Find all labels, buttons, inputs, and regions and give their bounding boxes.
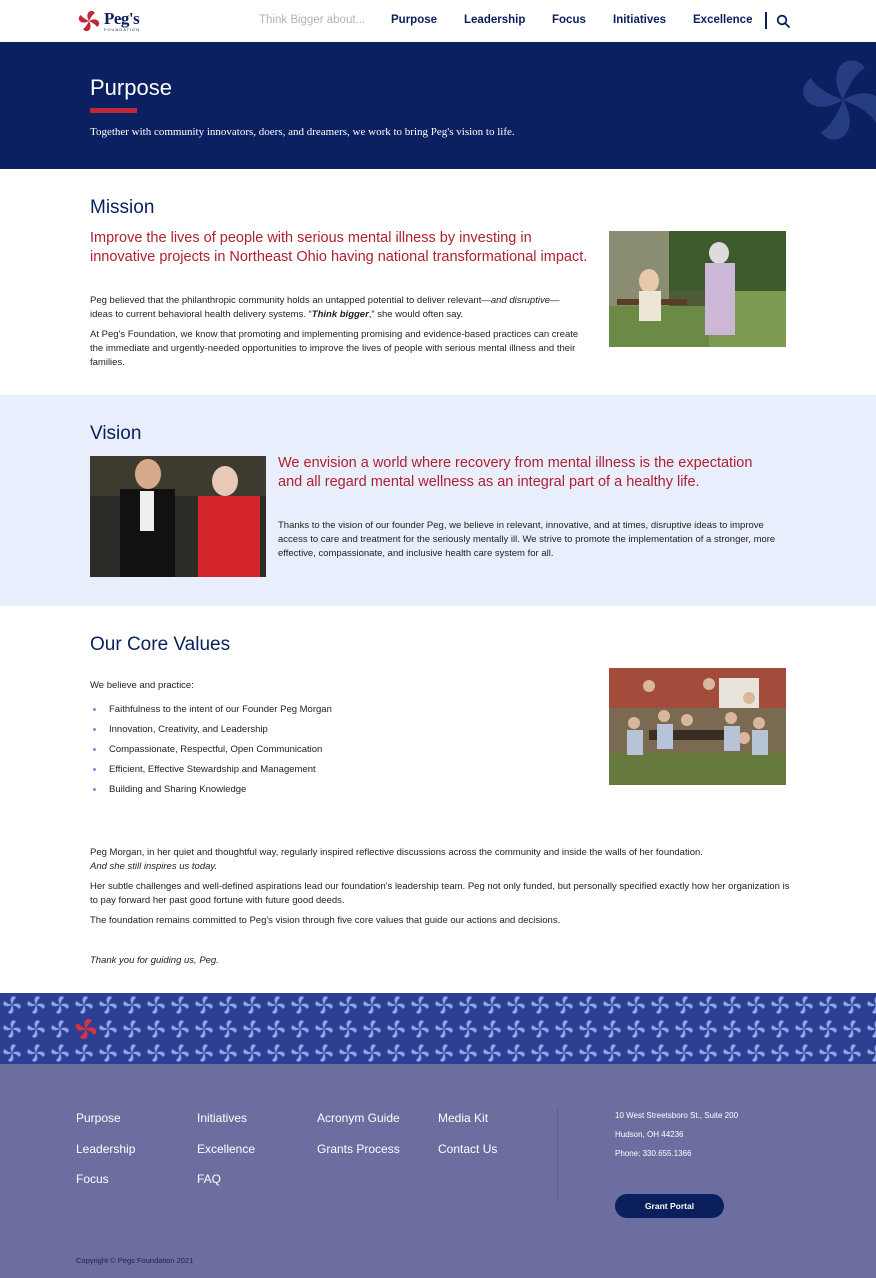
vision-lead: We envision a world where recovery from mental illness is the expectation and all regard mental wellness as an integral part of a healthy life. (278, 455, 753, 490)
nav-divider (765, 12, 767, 29)
logo-word: Peg's (104, 9, 140, 28)
footer-address-line-2: Hudson, OH 44236 (615, 1130, 684, 1139)
pinwheel-logo-icon (76, 8, 102, 34)
closing-line: Thank you for guiding us, Peg. (90, 955, 219, 966)
grant-portal-button[interactable]: Grant Portal (615, 1194, 724, 1218)
search-placeholder[interactable]: Think Bigger about... (259, 14, 366, 26)
mission-paragraph-1: Peg believed that the philanthropic community holds an untapped potential to deliver relevant—and disruptive—ideas to current behavioral health delivery systems. “Think bigger,” she would often say. (90, 295, 560, 320)
core-values-photo (609, 668, 786, 785)
nav-leadership[interactable]: Leadership (464, 14, 526, 26)
footer-link-grants-process[interactable]: Grants Process (317, 1142, 400, 1156)
list-item: Efficient, Effective Stewardship and Management (90, 763, 332, 783)
footer-link-excellence[interactable]: Excellence (197, 1142, 256, 1156)
nav-purpose[interactable]: Purpose (391, 14, 438, 26)
footer-link-purpose[interactable]: Purpose (76, 1111, 121, 1125)
mission-lead: Improve the lives of people with serious mental illness by investing in innovative projects in Northeast Ohio having national transformational impact. (90, 230, 588, 265)
hero-subtitle: Together with community innovators, doers, and dreamers, we work to bring Peg's vision to life. (90, 126, 515, 138)
footer-link-leadership[interactable]: Leadership (76, 1142, 136, 1156)
copyright-text: Copyright © Pegs Foundation 2021 (76, 1256, 194, 1265)
nav-initiatives[interactable]: Initiatives (613, 14, 667, 26)
core-values-paragraph-1: Peg Morgan, in her quiet and thoughtful way, regularly inspired reflective discussions across the community and inside the walls of her foundation. And she still inspires us today. (90, 847, 703, 872)
core-values-list (90, 703, 332, 803)
nav-excellence[interactable]: Excellence (693, 14, 753, 26)
core-values-intro: We believe and practice: (90, 680, 194, 691)
footer-link-initiatives[interactable]: Initiatives (197, 1111, 248, 1125)
decorative-pattern-band (0, 993, 876, 1064)
mission-title: Mission (90, 197, 155, 218)
list-item: Compassionate, Respectful, Open Communication (90, 743, 332, 763)
footer-address-line-1: 10 West Streetsboro St., Suite 200 (615, 1111, 739, 1120)
core-values-title: Our Core Values (90, 634, 231, 655)
core-values-paragraph-2: Her subtle challenges and well-defined aspirations lead our foundation's leadership team. Peg not only funded, but personally specified exactly how her organization is to pay forward her past good fortune with future good deeds. (90, 881, 790, 906)
list-item: Innovation, Creativity, and Leadership (90, 723, 332, 743)
pegs-foundation-logo[interactable] (76, 8, 140, 34)
mission-paragraph-2: At Peg's Foundation, we know that promoting and implementing promising and evidence-based practices can create the immediate and urgently-needed opportunities to improve the lives of people with serious mental illness and their families. (90, 329, 579, 368)
list-item: Faithfulness to the intent of our Founder Peg Morgan (90, 703, 332, 723)
site-footer (0, 1064, 876, 1278)
list-item: Building and Sharing Knowledge (90, 783, 332, 803)
top-navigation-bar (0, 0, 876, 42)
footer-link-contact-us[interactable]: Contact Us (438, 1142, 498, 1156)
mission-photo (609, 231, 786, 347)
core-values-paragraph-3: The foundation remains committed to Peg's vision through five core values that guide our actions and decisions. (90, 915, 561, 926)
search-icon[interactable] (776, 14, 790, 28)
hero-banner (0, 42, 876, 169)
footer-phone[interactable]: Phone: 330.655.1366 (615, 1149, 692, 1158)
title-underline (90, 108, 137, 113)
footer-divider (557, 1108, 558, 1200)
logo-subtitle: FOUNDATION (104, 27, 141, 32)
footer-link-faq[interactable]: FAQ (197, 1172, 222, 1186)
vision-photo (90, 456, 266, 577)
footer-link-focus[interactable]: Focus (76, 1172, 109, 1186)
footer-link-media-kit[interactable]: Media Kit (438, 1111, 489, 1125)
vision-title: Vision (90, 423, 142, 444)
footer-link-acronym-guide[interactable]: Acronym Guide (317, 1111, 400, 1125)
page-title: Purpose (90, 75, 172, 100)
pinwheel-watermark-icon (793, 50, 876, 150)
footer-logo-icon (73, 1016, 99, 1042)
nav-focus[interactable]: Focus (552, 14, 586, 26)
vision-paragraph: Thanks to the vision of our founder Peg, we believe in relevant, innovative, and at times, disruptive ideas to improve access to care and treatment for the seriously mentally ill. We strive to promote the implementation of a stronger, more effective, compassionate, and inclusive health care system for all. (278, 520, 776, 559)
